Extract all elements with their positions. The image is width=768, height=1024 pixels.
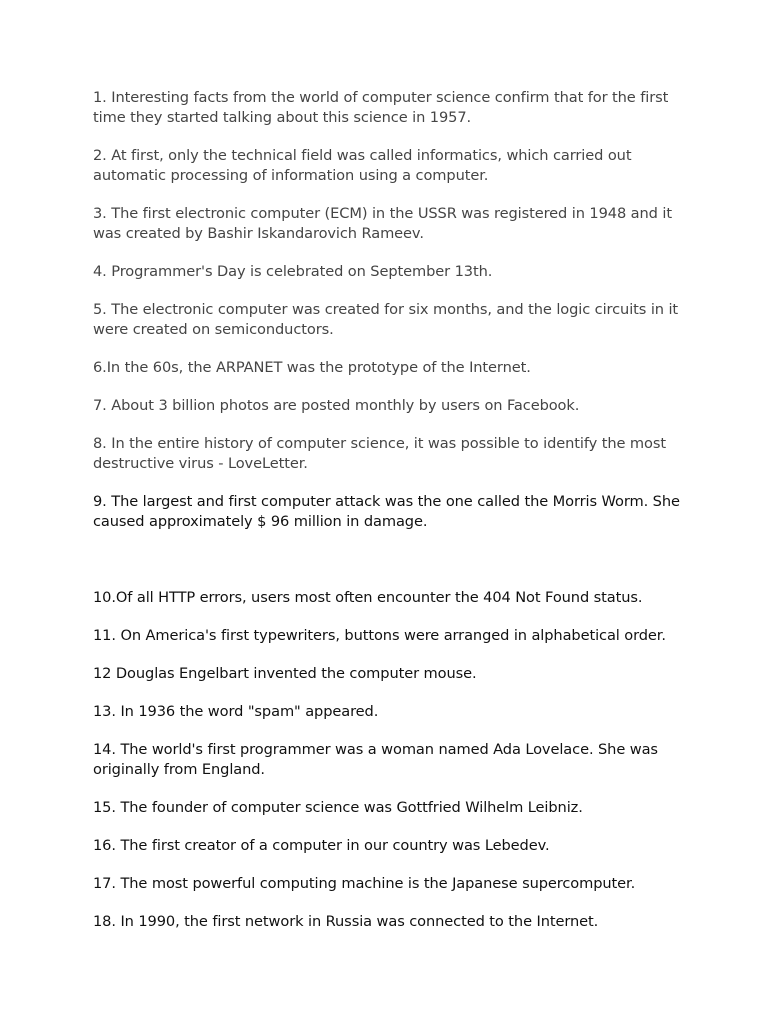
fact-item-10: 10.Of all HTTP errors, users most often encounter the 404 Not Found status. xyxy=(93,589,643,606)
fact-item-1: 1. Interesting facts from the world of computer science confirm that for the first time they started talking about this science in 1957. xyxy=(93,89,669,126)
fact-item-17: 17. The most powerful computing machine is the Japanese supercomputer. xyxy=(93,875,636,892)
fact-item-2: 2. At first, only the technical field was called informatics, which carried out automatic processing of information using a computer. xyxy=(93,147,632,184)
fact-item-18: 18. In 1990, the first network in Russia was connected to the Internet. xyxy=(93,913,599,930)
facts-list xyxy=(93,88,683,950)
fact-item-3: 3. The first electronic computer (ECM) in the USSR was registered in 1948 and it was created by Bashir Iskandarovich Rameev. xyxy=(93,205,672,242)
fact-item-16: 16. The first creator of a computer in our country was Lebedev. xyxy=(93,837,550,854)
fact-item-13: 13. In 1936 the word "spam" appeared. xyxy=(93,703,379,720)
fact-item-14: 14. The world's first programmer was a woman named Ada Lovelace. She was originally from England. xyxy=(93,741,658,778)
fact-item-6: 6.In the 60s, the ARPANET was the prototype of the Internet. xyxy=(93,359,531,376)
fact-item-7: 7. About 3 billion photos are posted monthly by users on Facebook. xyxy=(93,397,580,414)
fact-item-5: 5. The electronic computer was created for six months, and the logic circuits in it were created on semiconductors. xyxy=(93,301,679,338)
fact-item-4: 4. Programmer's Day is celebrated on September 13th. xyxy=(93,263,493,280)
fact-item-12: 12 Douglas Engelbart invented the computer mouse. xyxy=(93,665,477,682)
fact-item-11: 11. On America's first typewriters, buttons were arranged in alphabetical order. xyxy=(93,627,666,644)
fact-item-9: 9. The largest and first computer attack was the one called the Morris Worm. She caused approximately $ 96 million in damage. xyxy=(93,493,680,530)
fact-item-15: 15. The founder of computer science was Gottfried Wilhelm Leibniz. xyxy=(93,799,583,816)
fact-item-8: 8. In the entire history of computer science, it was possible to identify the most destructive virus - LoveLetter. xyxy=(93,435,666,472)
